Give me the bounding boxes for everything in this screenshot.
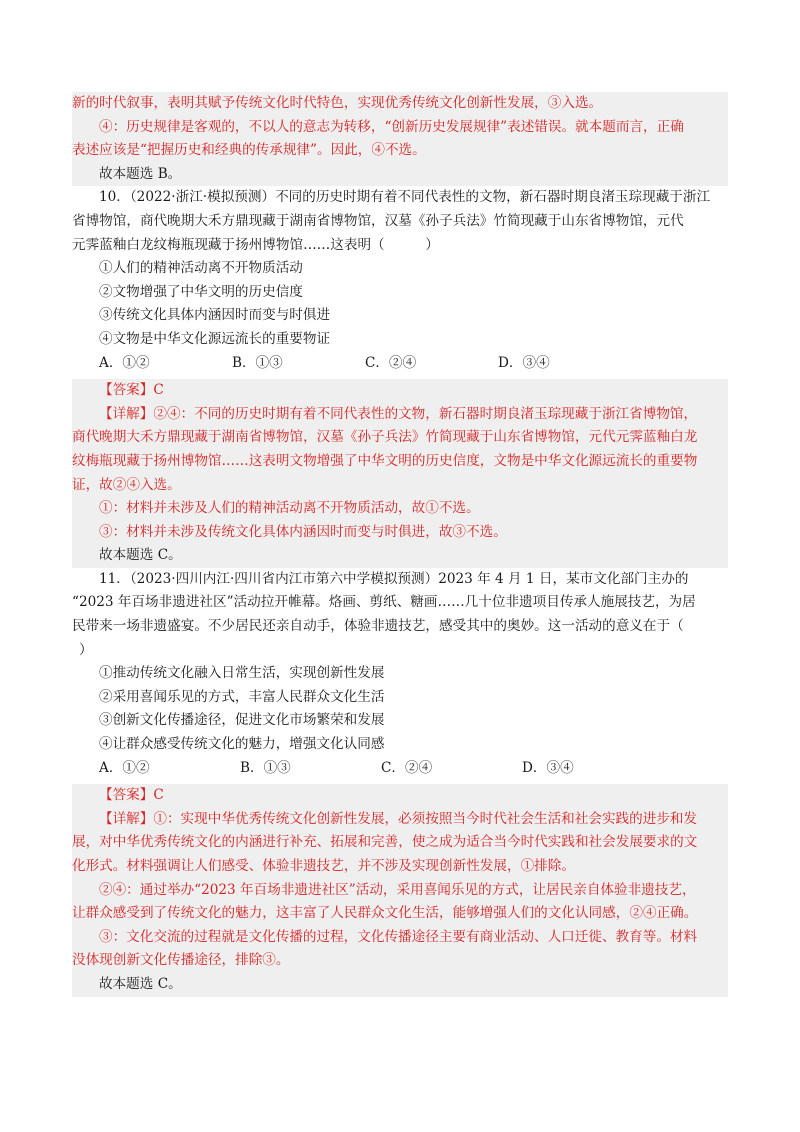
conclusion: 故本题选 C。 <box>99 547 182 564</box>
answer-line <box>72 379 728 403</box>
prev-analysis-line: 表述应该是“把握历史和经典的传承规律”。因此，④不选。 <box>72 142 426 159</box>
detail-line: ③：文化交流的过程就是文化传播的过程，文化传播途径主要有商业活动、人口迁徙、教育等。材料 <box>99 928 698 945</box>
detail-line: 展，对中华优秀传统文化的内涵进行补充、拓展和完善，使之成为适合当今时代实践和社会发展要求的文 <box>72 834 698 851</box>
statement: ④文物是中华文化源远流长的重要物证 <box>99 330 331 347</box>
answer-value: C <box>153 787 164 804</box>
statement: ④让群众感受传统文化的魅力，增强文化认同感 <box>99 736 385 753</box>
statement: ①推动传统文化融入日常生活，实现创新性发展 <box>99 665 385 682</box>
solution-10 <box>72 379 728 568</box>
detail-line: 商代晚期大禾方鼎现藏于湖南省博物馆，汉墓《孙子兵法》竹简现藏于山东省博物馆，元代元霁蓝釉白龙 <box>72 429 698 446</box>
option-d: D．③④ <box>522 759 574 776</box>
question-stem-line: 元霁蓝釉白龙纹梅瓶现藏于扬州博物馆……这表明（ ） <box>72 236 440 253</box>
statement: ③传统文化具体内涵因时而变与时俱进 <box>99 307 331 324</box>
answer-tag: 【答案】 <box>99 382 154 399</box>
question-stem-line: “2023 年百场非遗进社区”活动拉开帷幕。烙画、剪纸、糖画……几十位非遗项目传承人施展技艺，为居 <box>72 594 696 611</box>
statement: ①人们的精神活动离不开物质活动 <box>99 260 303 277</box>
option-d: D．③④ <box>498 354 550 371</box>
statement: ②采用喜闻乐见的方式，丰富人民群众文化生活 <box>99 688 385 705</box>
detail-line: ③：材料并未涉及传统文化具体内涵因时而变与时俱进，故③不选。 <box>99 523 507 540</box>
detail-line: 纹梅瓶现藏于扬州博物馆……这表明文物增强了中华文明的历史信度，文物是中华文化源远流长的重要物 <box>72 452 698 469</box>
option-b: B．①③ <box>232 354 283 371</box>
question-stem-line: 11．（2023·四川内江·四川省内江市第六中学模拟预测）2023 年 4 月 1 日，某市文化部门主办的 <box>99 570 689 587</box>
option-c: C．②④ <box>381 759 433 776</box>
question-stem-line: 10．（2022·浙江·模拟预测）不同的历史时期有着不同代表性的文物，新石器时期良渚玉琮现藏于浙江 <box>99 189 711 206</box>
option-a: A．①② <box>99 354 150 371</box>
detail-tag: 【详解】 <box>99 810 154 827</box>
conclusion: 故本题选 C。 <box>99 975 182 992</box>
prev-analysis <box>72 92 728 186</box>
answer-options <box>72 757 728 781</box>
answer-line <box>72 784 728 808</box>
prev-conclusion: 故本题选 B。 <box>99 165 182 182</box>
question-stem-line: 民带来一场非遗盛宴。不少居民还亲自动手，体验非遗技艺，感受其中的奥妙。这一活动的意义在于（ <box>72 618 684 635</box>
prev-analysis-line: ④：历史规律是客观的，不以人的意志为转移，“创新历史发展规律”表述错误。就本题而言，正确 <box>99 118 684 135</box>
option-b: B．①③ <box>240 759 291 776</box>
statement: ②文物增强了中华文明的历史信度 <box>99 283 303 300</box>
question-10 <box>72 186 728 375</box>
document-page <box>72 92 728 997</box>
statement: ③创新文化传播途径，促进文化市场繁荣和发展 <box>99 712 385 729</box>
detail-text: ①：实现中华优秀传统文化创新性发展，必须按照当今时代社会生活和社会实践的进步和发 <box>153 810 698 827</box>
answer-tag: 【答案】 <box>99 787 154 804</box>
detail-line <box>72 808 728 832</box>
question-stem-line: ） <box>79 641 93 658</box>
answer-value: C <box>153 382 164 399</box>
detail-line: ①：材料并未涉及人们的精神活动离不开物质活动，故①不选。 <box>99 500 480 517</box>
detail-line: 没体现创新文化传播途径，排除③。 <box>72 952 290 969</box>
option-a: A．①② <box>99 759 150 776</box>
detail-tag: 【详解】 <box>99 405 154 422</box>
question-stem-line: 省博物馆，商代晚期大禾方鼎现藏于湖南省博物馆，汉墓《孙子兵法》竹简现藏于山东省博物馆，元代 <box>72 212 684 229</box>
answer-options <box>72 352 728 376</box>
prev-analysis-line: 新的时代叙事，表明其赋予传统文化时代特色，实现优秀传统文化创新性发展，③入选。 <box>72 95 603 111</box>
option-c: C．②④ <box>365 354 417 371</box>
detail-line: ②④：通过举办“2023 年百场非遗进社区”活动，采用喜闻乐见的方式，让居民亲自体验非遗技艺， <box>99 881 696 898</box>
detail-text: ②④：不同的历史时期有着不同代表性的文物，新石器时期良渚玉琮现藏于浙江省博物馆， <box>153 405 698 422</box>
detail-line <box>72 403 728 427</box>
detail-line: 让群众感受到了传统文化的魅力，这丰富了人民群众文化生活，能够增强人们的文化认同感，②④正确。 <box>72 905 698 922</box>
detail-line: 证，故②④入选。 <box>72 476 181 493</box>
detail-line: 化形式。材料强调让人们感受、体验非遗技艺，并不涉及实现创新性发展，①排除。 <box>72 858 575 874</box>
solution-11 <box>72 784 728 996</box>
question-11 <box>72 568 728 780</box>
